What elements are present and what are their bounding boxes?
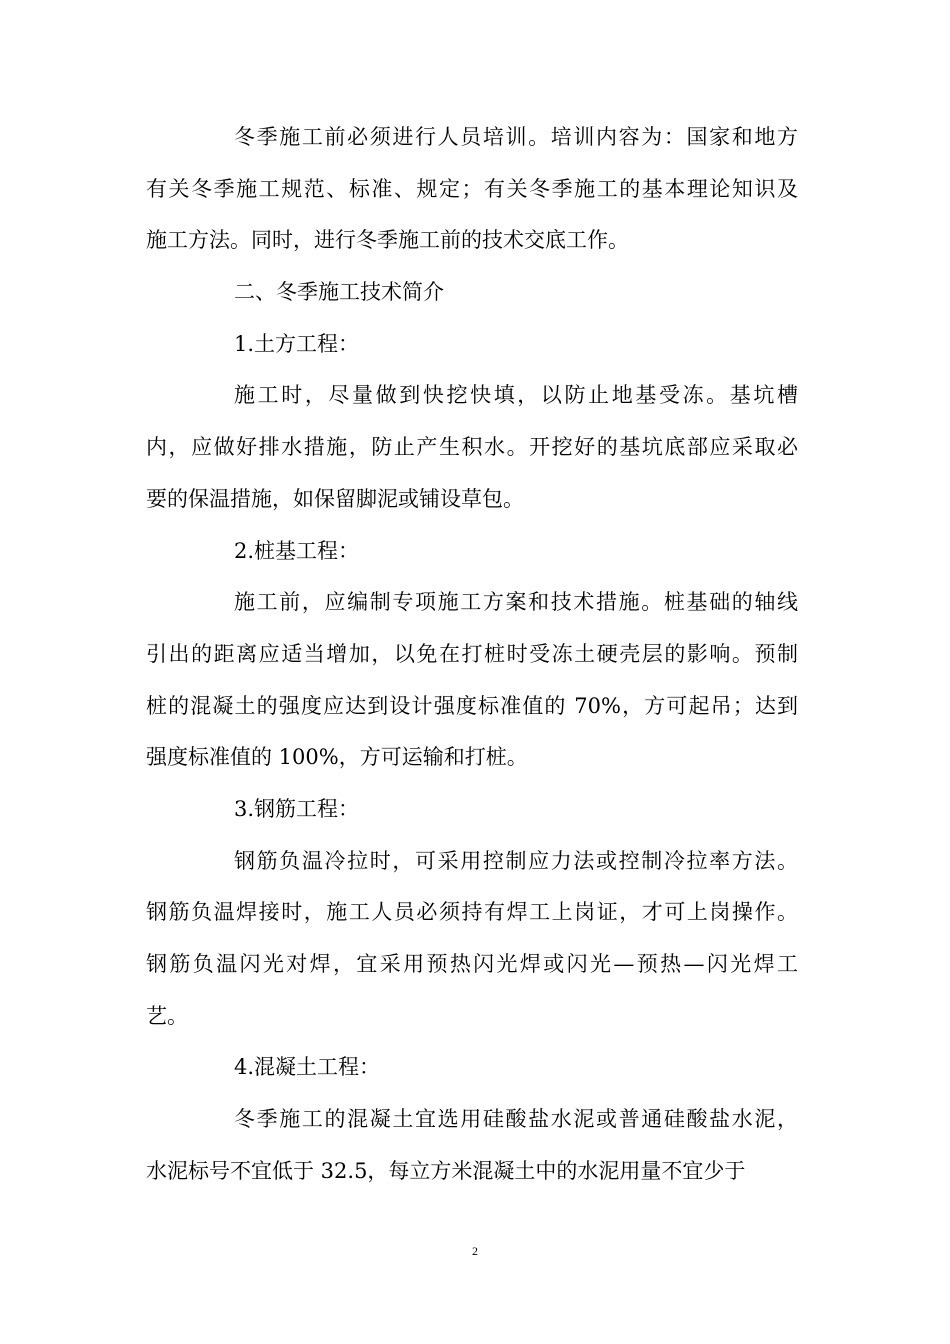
text-line: 要的保温措施，如保留脚泥或铺设草包。 — [146, 486, 524, 511]
text-line: 3.钢筋工程： — [234, 796, 360, 821]
text-line: 钢筋负温闪光对焊，宜采用预热闪光焊或闪光—预热—闪光焊工 — [146, 952, 798, 976]
text-line: 2.桩基工程： — [234, 538, 360, 563]
text-line: 冬季施工前必须进行人员培训。培训内容为：国家和地方 — [234, 125, 798, 149]
text-line: 引出的距离应适当增加，以免在打桩时受冻土硬壳层的影响。预制 — [146, 641, 798, 666]
text-line: 有关冬季施工规范、标准、规定；有关冬季施工的基本理论知识及 — [146, 176, 798, 201]
text-line: 艺。 — [146, 1003, 188, 1028]
text-line: 钢筋负温冷拉时，可采用控制应力法或控制冷拉率方法。 — [234, 848, 798, 873]
text-line: 水泥标号不宜低于 32.5，每立方米混凝土中的水泥用量不宜少于 — [146, 1158, 746, 1183]
text-line: 施工时，尽量做到快挖快填，以防止地基受冻。基坑槽 — [234, 383, 798, 408]
text-line: 钢筋负温焊接时，施工人员必须持有焊工上岗证，才可上岗操作。 — [146, 900, 798, 925]
document-body — [146, 112, 798, 1197]
text-line: 施工方法。同时，进行冬季施工前的技术交底工作。 — [146, 228, 629, 253]
text-line: 二、冬季施工技术简介 — [234, 280, 444, 305]
page-number: 2 — [472, 1244, 478, 1258]
text-line: 内，应做好排水措施，防止产生积水。开挖好的基坑底部应采取必 — [146, 435, 798, 460]
text-line: 冬季施工的混凝土宜选用硅酸盐水泥或普通硅酸盐水泥， — [234, 1107, 798, 1132]
text-line: 桩的混凝土的强度应达到设计强度标准值的 70%，方可起吊；达到 — [146, 693, 798, 718]
text-line: 1.土方工程： — [234, 331, 360, 356]
text-line: 4.混凝土工程： — [234, 1055, 381, 1080]
text-line: 强度标准值的 100%，方可运输和打桩。 — [146, 745, 528, 770]
text-line: 施工前，应编制专项施工方案和技术措施。桩基础的轴线 — [234, 590, 798, 615]
